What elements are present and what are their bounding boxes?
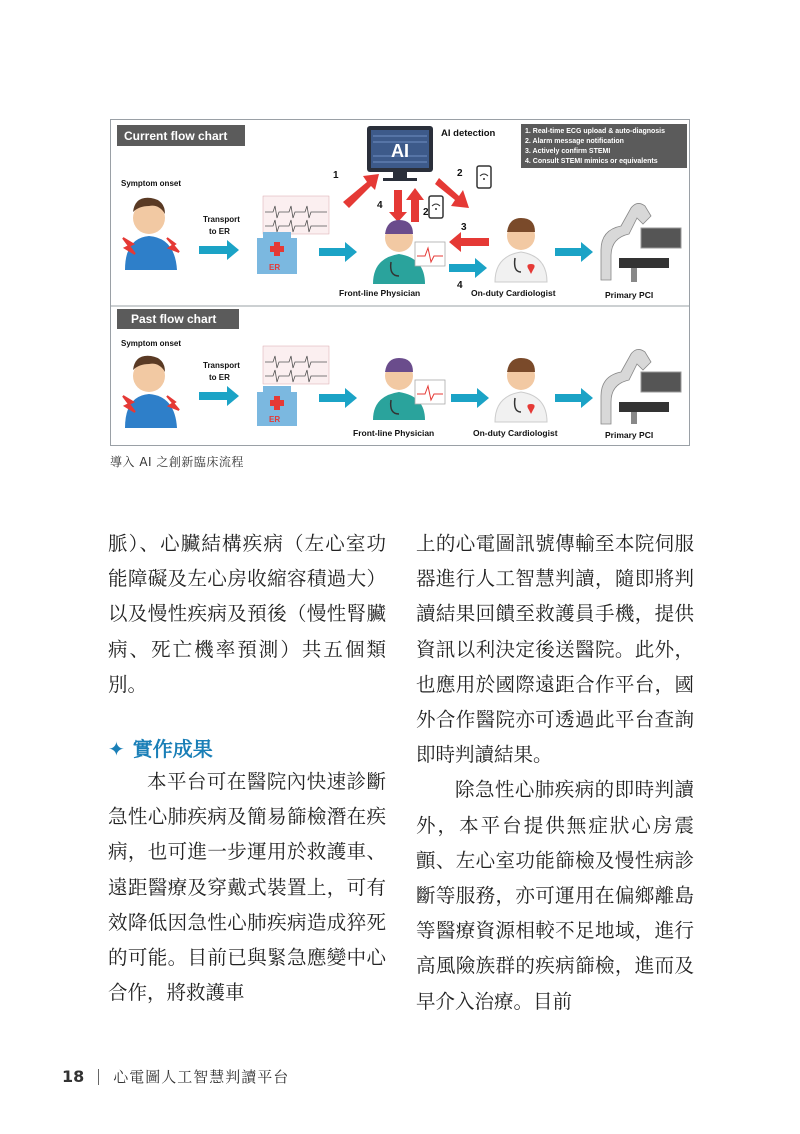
- to-er-past: to ER: [209, 373, 230, 382]
- ecg-strip-current: [263, 196, 329, 234]
- pci-machine-past-icon: [601, 349, 681, 424]
- symptom-onset-past: Symptom onset: [121, 339, 182, 348]
- pci-label-past: Primary PCI: [605, 430, 654, 440]
- phone-icon-right: [477, 166, 491, 188]
- er-to-physician-arrow-past: [319, 388, 357, 408]
- patient-current-icon: [123, 198, 179, 270]
- four-point-star-icon: ✦: [108, 737, 125, 762]
- ai-detection-label: AI detection: [441, 128, 496, 139]
- arrow-4a-number: 4: [377, 200, 383, 211]
- ecg-strip-past: [263, 346, 329, 384]
- arrow-2-number: 2: [457, 168, 463, 179]
- step-4-text: 4. Consult STEMI mimics or equivalents: [525, 158, 658, 165]
- red-arrow-1: [343, 174, 379, 208]
- er-label-past: ER: [269, 415, 281, 424]
- transport-arrow-current: [199, 240, 239, 260]
- step-2-text: 2. Alarm message notification: [525, 138, 624, 145]
- running-title: 心電圖人工智慧判讀平台: [113, 1068, 290, 1086]
- pci-machine-current-icon: [601, 203, 681, 282]
- flow-chart-diagram: [111, 120, 689, 445]
- section-heading: [108, 734, 386, 764]
- step-1-text: 1. Real-time ECG upload & auto-diagnosis: [525, 128, 666, 135]
- left-column: [108, 526, 386, 1010]
- page-footer: [62, 1066, 289, 1087]
- er-to-physician-arrow-current: [319, 242, 357, 262]
- ai-label: AI: [391, 141, 409, 161]
- transport-arrow-past: [199, 386, 239, 406]
- right-column: [416, 526, 694, 1019]
- past-flow-header: Past flow chart: [131, 312, 217, 326]
- flow-chart-figure: [110, 119, 690, 446]
- section-heading-text: 實作成果: [132, 737, 213, 762]
- transport-current: Transport: [203, 215, 240, 224]
- transport-past: Transport: [203, 361, 240, 370]
- figure-caption: 導入 AI 之創新臨床流程: [110, 455, 244, 469]
- current-flow-header: Current flow chart: [124, 129, 228, 143]
- left-paragraph-1: 脈）、心臟結構疾病（左心室功能障礙及左心房收縮容積過大）以及慢性疾病及預後（慢性腎臟病、死亡機率預測）共五個類別。: [108, 532, 386, 696]
- red-arrow-up-down: [389, 188, 424, 222]
- arrow-2b-number: 2: [423, 207, 429, 218]
- arrow-3-number: 3: [461, 222, 467, 233]
- symptom-onset-current: Symptom onset: [121, 179, 182, 188]
- physician-to-cardiologist-arrow-past: [451, 388, 489, 408]
- blue-arrow-4: [449, 258, 487, 278]
- ecg-card-physician-current: [415, 242, 445, 266]
- cardiologist-to-pci-arrow-past: [555, 388, 593, 408]
- ecg-card-physician-past: [415, 380, 445, 404]
- to-er-current: to ER: [209, 227, 230, 236]
- cardiologist-to-pci-arrow-current: [555, 242, 593, 262]
- cardiologist-past-icon: [495, 358, 547, 422]
- left-paragraph-2: 本平台可在醫院內快速診斷急性心肺疾病及簡易篩檢潛在疾病，也可進一步運用於救護車、遠距醫療及穿戴式裝置上，可有效降低因急性心肺疾病造成猝死的可能。目前已與緊急應變中心合作，將救護車: [108, 770, 386, 1005]
- cardiologist-label-current: On-duty Cardiologist: [471, 288, 556, 298]
- pci-label-current: Primary PCI: [605, 290, 654, 300]
- cardiologist-label-past: On-duty Cardiologist: [473, 428, 558, 438]
- arrow-4b-number: 4: [457, 280, 463, 291]
- step-3-text: 3. Actively confirm STEMI: [525, 148, 611, 155]
- phone-icon-middle: [429, 196, 443, 218]
- right-paragraph-1: 上的心電圖訊號傳輸至本院伺服器進行人工智慧判讀，隨即將判讀結果回饋至救護員手機，提供資訊以利決定後送醫院。此外，也應用於國際遠距合作平台，國外合作醫院亦可透過此平台查詢即時判讀結果。: [416, 532, 694, 767]
- right-paragraph-2: 除急性心肺疾病的即時判讀外，本平台提供無症狀心房震顫、左心室功能篩檢及慢性病診斷等服務，亦可運用在偏鄉離島等醫療資源相較不足地域，進行高風險族群的疾病篩檢，進而及早介入治療。目前: [416, 778, 694, 1013]
- er-label-current: ER: [269, 263, 281, 272]
- cardiologist-current-icon: [495, 218, 547, 282]
- physician-label-current: Front-line Physician: [339, 288, 421, 298]
- arrow-1-number: 1: [333, 170, 339, 181]
- physician-label-past: Front-line Physician: [353, 428, 435, 438]
- red-arrow-3: [449, 232, 489, 252]
- patient-past-icon: [123, 356, 179, 428]
- page-number: 18: [62, 1067, 85, 1086]
- footer-divider: [98, 1069, 99, 1085]
